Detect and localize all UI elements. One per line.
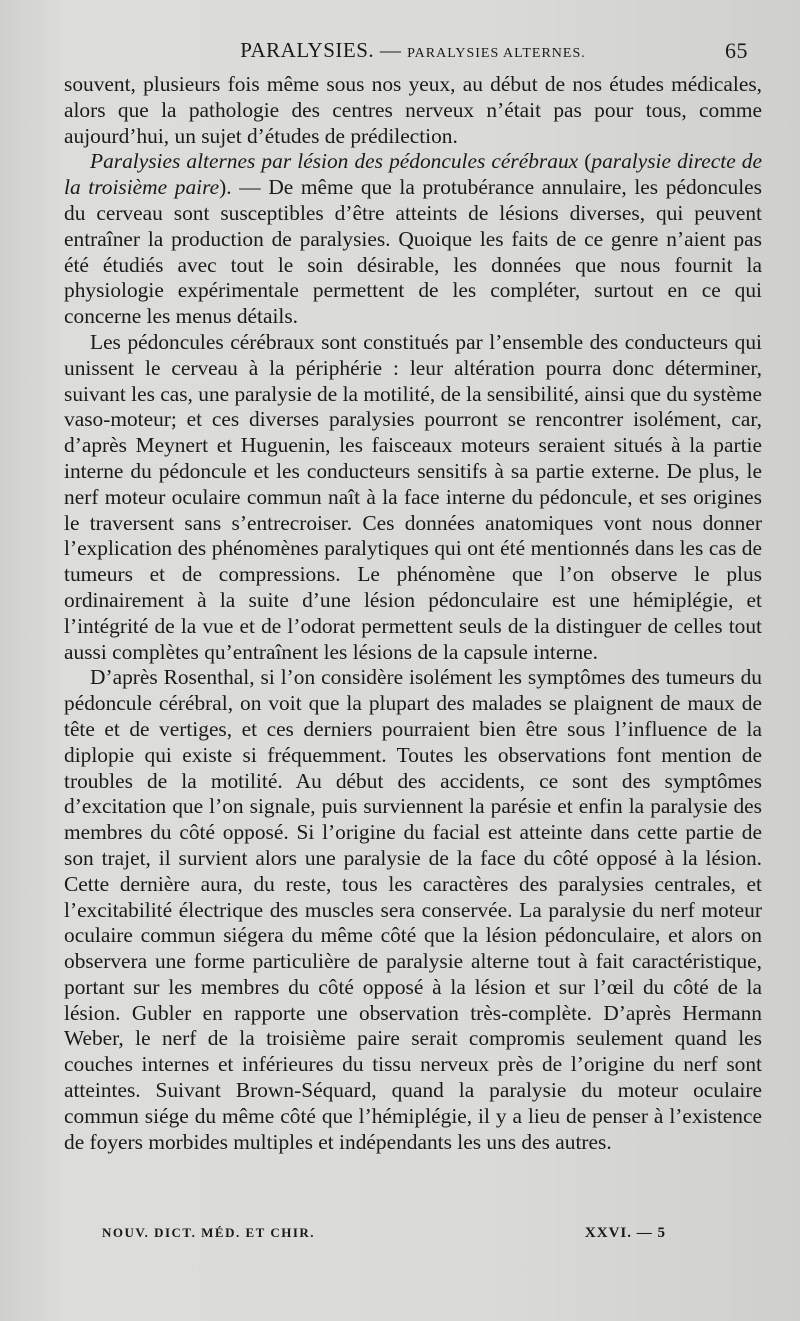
running-title: PARALYSIES.: [240, 38, 375, 62]
paragraph-2: [64, 149, 762, 330]
running-head: [64, 38, 762, 72]
paragraph-1-text: souvent, plusieurs fois même sous nos yeux, au début de nos études médicales, alors que la pathologie des centres nerveux n’était pas pour tous, comme aujourd’hui, un sujet d’études de prédilection.: [64, 72, 762, 148]
page-footer: [102, 1225, 666, 1242]
page-number: 65: [725, 38, 748, 63]
paragraph-4: [64, 665, 762, 1155]
paren-close: ): [219, 175, 227, 200]
body-text: [64, 72, 762, 1155]
footer-signature: XXVI. — 5: [584, 1225, 666, 1241]
paragraph-1: [64, 72, 762, 149]
section-heading-paren: paralysie directe de la troisième paire: [64, 149, 762, 200]
paragraph-4-text: D’après Rosenthal, si l’on considère isolément les symptômes des tumeurs du pédoncule cérébral, on voit que la plupart des malades se plaignent de maux de tête et de vertiges, et ces derniers pourraient bien être sous l’influence de la diplopie qui existe si fréquemment. Toutes les observations font mention de troubles de la motilité. Au début des accidents, ce sont des symptômes d’excitation que l’on signale, puis surviennent la parésie et enfin la paralysie des membres du côté opposé. Si l’origine du facial est atteinte dans cette partie de son trajet, il survient alors une paralysie de la face du côté opposé à la lésion. Cette dernière aura, du reste, tous les caractères des paralysies centrales, et l’excitabilité électrique des muscles sera conservée. La paralysie du nerf moteur oculaire commun siégera du même côté que la lésion pédonculaire, et alors on observera une forme particulière de paralysie alterne tout à fait caractéristique, portant sur les membres du côté opposé à la lésion et sur l’œil du côté de la lésion. Gubler en rapporte une observation très-complète. D’après Hermann Weber, le nerf de la troisième paire serait compromis seulement quand les couches internes et inférieures du tissu nerveux près de l’origine du nerf sont atteintes. Suivant Brown-Séquard, quand la paralysie du moteur oculaire commun siége du même côté que l’hémiplégie, il y a lieu de penser à l’existence de foyers morbides multiples et indépendants les uns des autres.: [64, 665, 762, 1154]
running-subtitle: PARALYSIES ALTERNES.: [407, 46, 586, 61]
paragraph-3-text: Les pédoncules cérébraux sont constitués par l’ensemble des conducteurs qui unissent le cerveau à la périphérie : leur altération pourra donc déterminer, suivant les cas, une paralysie de la motilité, de la sensibilité, ainsi que du système vaso-moteur; et ces diverses paralysies pourront se rencontrer isolément, car, d’après Meynert et Huguenin, les faisceaux moteurs seraient situés à la partie interne du pédoncule et les conducteurs sensitifs à sa partie externe. De plus, le nerf moteur oculaire commun naît à la face interne du pédoncule, et ses origines le traversent sans s’entrecroiser. Ces données anatomiques vont nous donner l’explication des phénomènes paralytiques qui ont été mentionnés dans les cas de tumeurs et de compressions. Le phénomène que l’on observe le plus ordinairement à la suite d’une lésion pédonculaire est une hémiplégie, et l’intégrité de la vue et de l’odorat permettent seuls de la distinguer de celles tout aussi complètes qu’entraînent les lésions de la capsule interne.: [64, 329, 762, 664]
running-dash: —: [379, 38, 402, 62]
paren-open: (: [584, 149, 592, 174]
paragraph-3: [64, 330, 762, 665]
section-heading: Paralysies alternes par lésion des pédoncules cérébraux: [90, 149, 579, 174]
footer-publication: NOUV. DICT. MÉD. ET CHIR.: [102, 1225, 316, 1240]
paragraph-2-text: . — De même que la protubérance annulaire, les pédoncules du cerveau sont susceptibles d’être atteints de lésions diverses, qui peuvent entraîner la production de paralysies. Quoique les faits de ce genre n’aient pas été étudiés avec tout le soin désirable, les données que nous fournit la physiologie expérimentale permettent de les compléter, surtout en ce qui concerne les menus détails.: [64, 175, 763, 329]
